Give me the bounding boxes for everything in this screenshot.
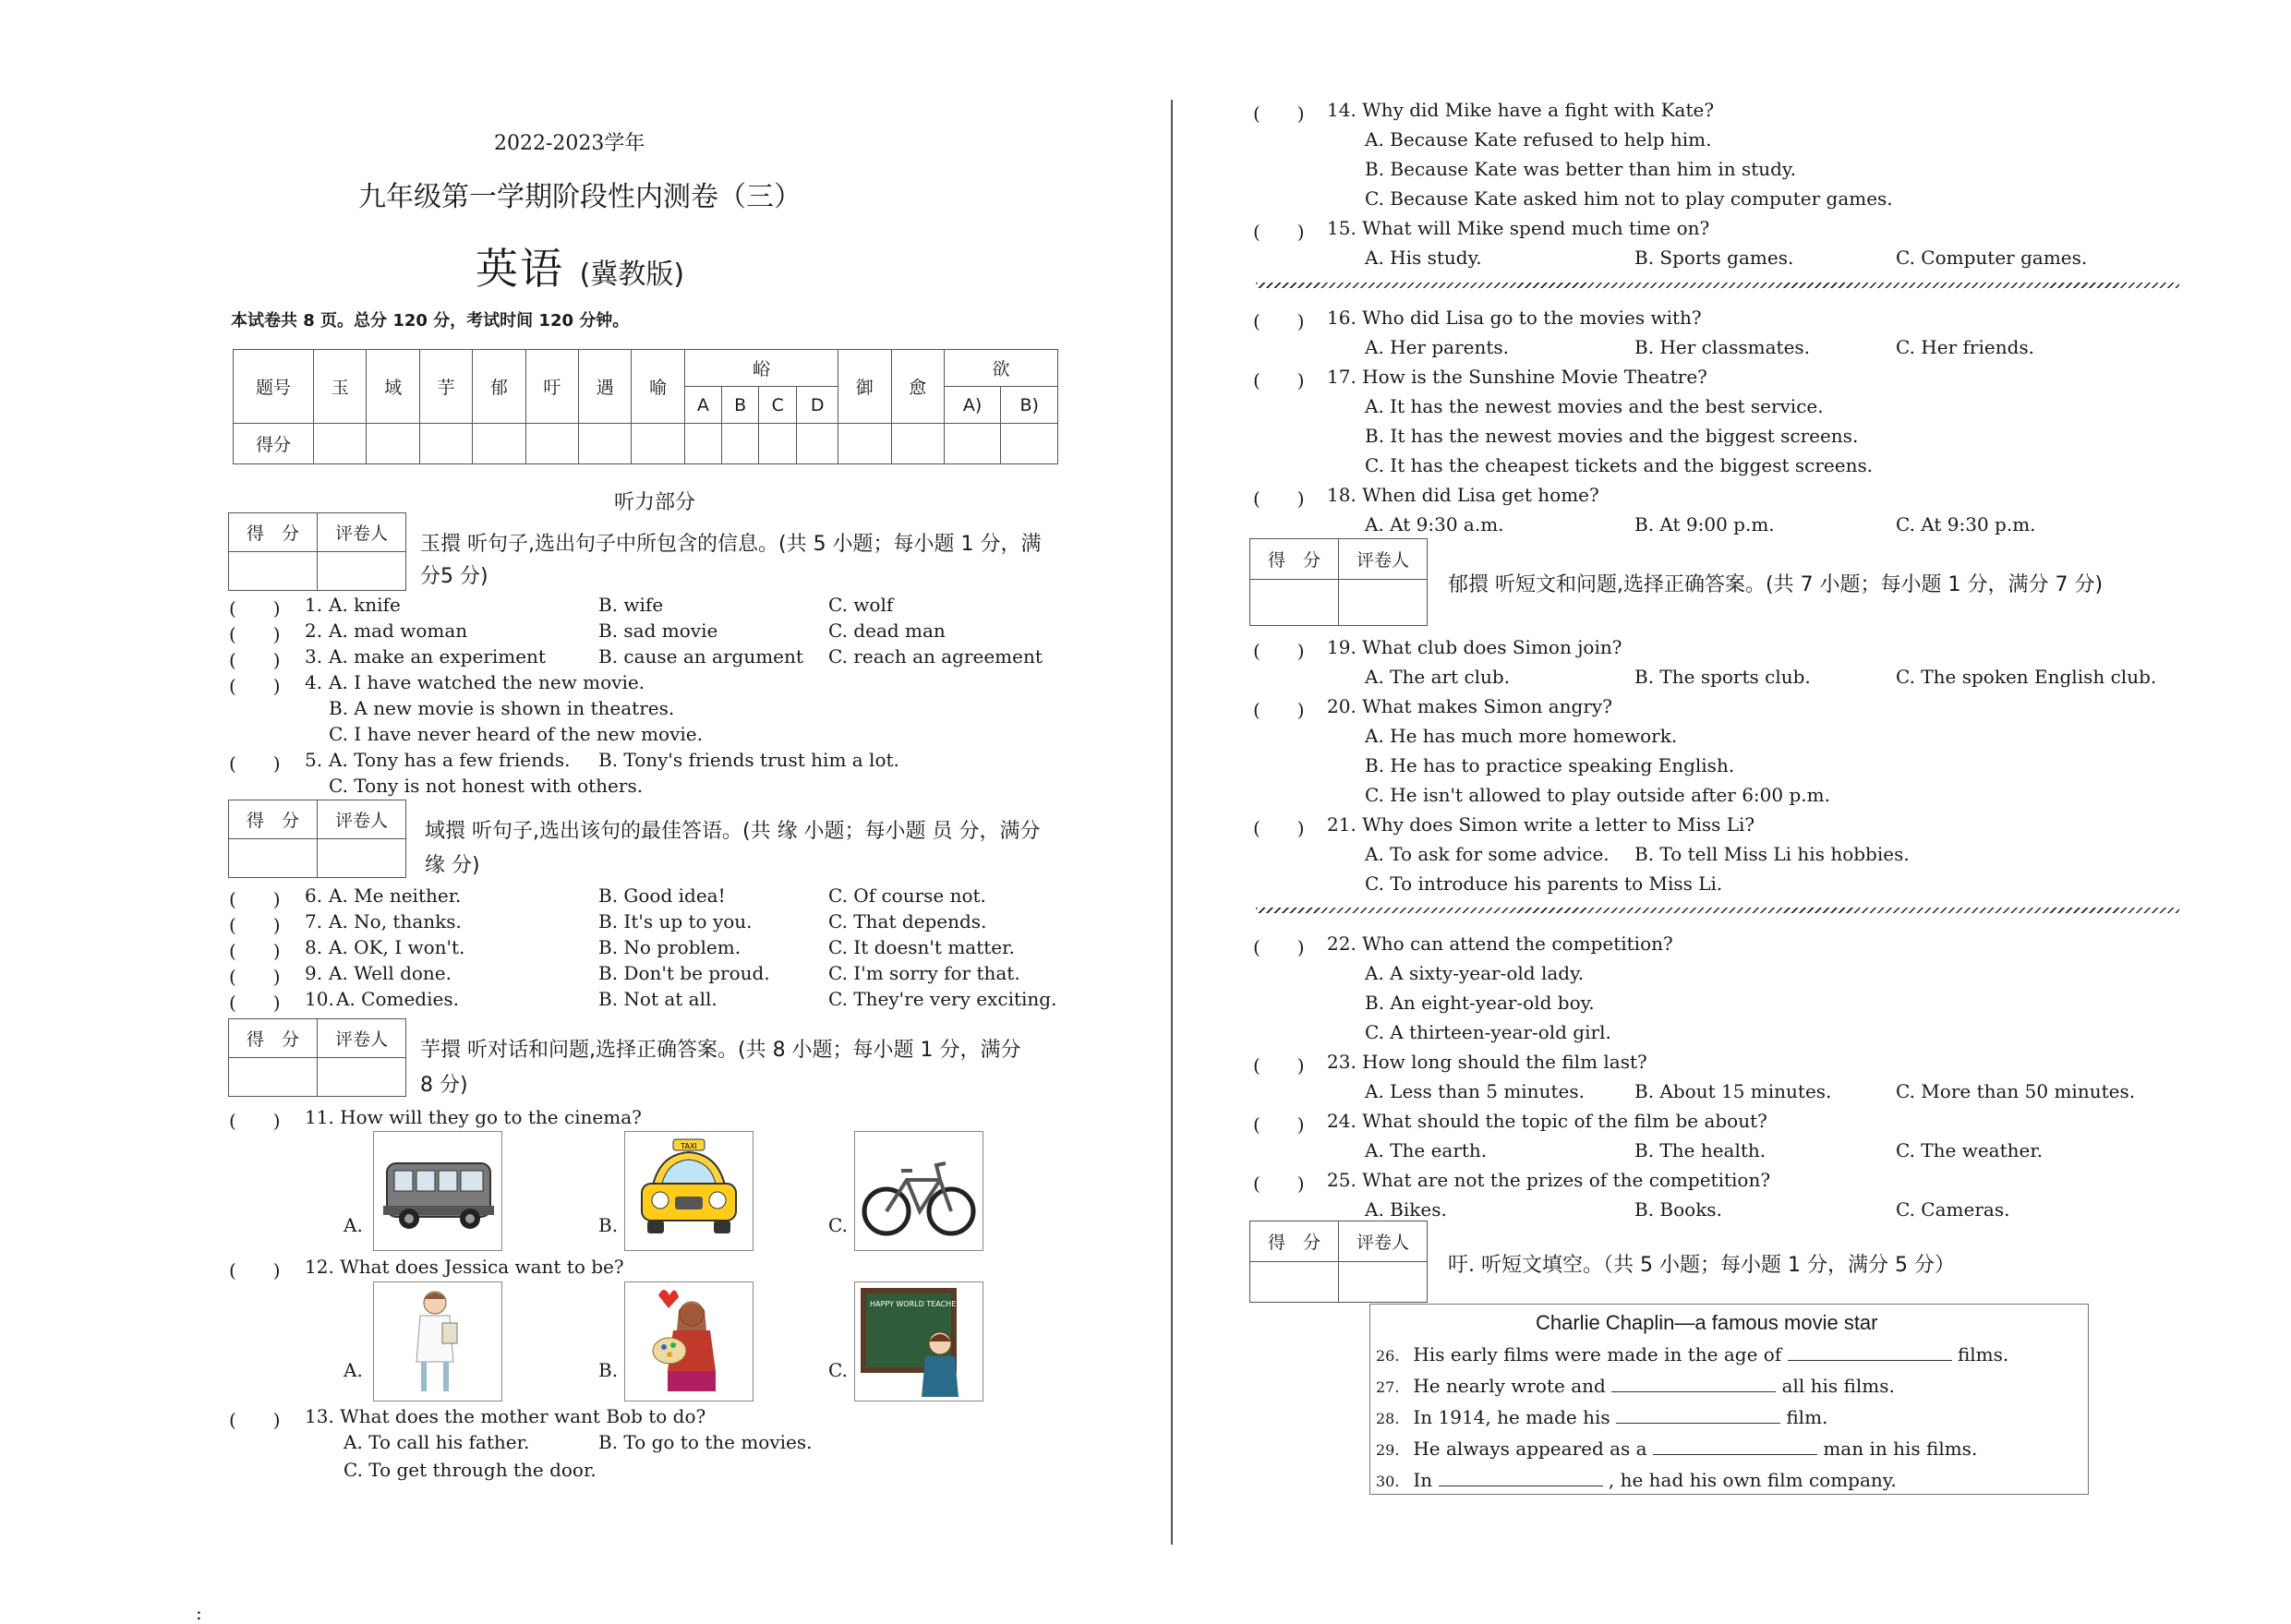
question-text: 14. Why did Mike have a fight with Kate? [1327, 99, 1715, 121]
fill-in-title: Charlie Chaplin—a famous movie star [1536, 1311, 1878, 1334]
col-2: 域 [367, 350, 419, 424]
line-post: films. [1957, 1343, 2009, 1365]
option-c-label[interactable]: C. [828, 1214, 848, 1236]
option-c[interactable]: C. Of course not. [828, 884, 986, 907]
question-number: 4. [305, 671, 323, 693]
line-number: 29. [1376, 1441, 1400, 1459]
blank-27[interactable] [1611, 1391, 1776, 1392]
option-a[interactable]: A. To call his father. [344, 1431, 530, 1453]
answer-paren[interactable]: ( ) [1253, 310, 1305, 332]
option-c[interactable]: C. They're very exciting. [828, 988, 1057, 1010]
grader-score-label: 得 分 [229, 1019, 318, 1058]
option-a[interactable]: A. He has much more homework. [1365, 725, 1678, 747]
option-a[interactable]: A. Me neither. [329, 884, 462, 907]
fill-line-30 [1376, 1469, 1897, 1491]
section-3-instruction: 芋擐 听对话和问题,选择正确答案。(共 8 小题；每小题 1 分，满分 [420, 1039, 1021, 1062]
section-1-instruction-2: 分5 分) [420, 565, 488, 588]
exam-title: 九年级第一学期阶段性内测卷（三） [358, 181, 802, 213]
footer-mark: : [196, 1602, 202, 1624]
line-post: film. [1786, 1406, 1828, 1428]
option-b[interactable]: B. A new movie is shown in theatres. [329, 697, 675, 719]
board-text: HAPPY WORLD TEACHER'S DAY [870, 1300, 983, 1308]
line-pre: He nearly wrote and [1413, 1375, 1606, 1397]
score-cell[interactable] [684, 424, 721, 464]
sub-col-b2: B) [1001, 387, 1058, 424]
grader-score-label: 得 分 [1250, 539, 1339, 580]
school-year: 2022-2023学年 [494, 132, 645, 155]
question-12-text: 12. What does Jessica want to be? [305, 1256, 624, 1278]
grader-score-label: 得 分 [1250, 1221, 1339, 1262]
option-a[interactable]: A. I have watched the new movie. [329, 671, 645, 693]
option-c[interactable]: C. To introduce his parents to Miss Li. [1365, 872, 1723, 895]
option-b[interactable]: B. No problem. [598, 936, 742, 958]
option-a[interactable]: A. Because Kate refused to help him. [1365, 128, 1712, 150]
option-b[interactable]: B. About 15 minutes. [1634, 1080, 1832, 1102]
grader-reviewer-cell[interactable] [1339, 580, 1428, 626]
question-13-text: 13. What does the mother want Bob to do? [305, 1405, 706, 1427]
question-text: 25. What are not the prizes of the competition? [1327, 1169, 1771, 1191]
sub-col-a: A [684, 387, 721, 424]
grader-score-cell[interactable] [229, 1058, 318, 1097]
answer-paren[interactable]: ( ) [1253, 1113, 1305, 1136]
grader-score-cell[interactable] [229, 552, 318, 591]
option-b[interactable]: B. It has the newest movies and the biggest screens. [1365, 425, 1859, 447]
wavy-divider-2 [1256, 908, 2179, 913]
answer-paren[interactable]: ( ) [229, 992, 281, 1014]
option-a[interactable]: A. The earth. [1365, 1139, 1488, 1161]
option-c[interactable]: C. Her friends. [1896, 336, 2034, 358]
answer-paren[interactable]: ( ) [229, 914, 281, 936]
answer-paren[interactable]: ( ) [1253, 936, 1305, 958]
fill-line-28 [1376, 1406, 1827, 1428]
question-number: 3. [305, 645, 323, 668]
option-b[interactable]: B. Not at all. [598, 988, 717, 1010]
score-cell[interactable] [579, 424, 632, 464]
grader-box-5 [1249, 1221, 1428, 1303]
option-c[interactable]: C. I'm sorry for that. [828, 962, 1020, 984]
option-b[interactable]: B. At 9:00 p.m. [1634, 513, 1775, 535]
doctor-picture[interactable] [373, 1281, 502, 1401]
line-pre: In [1413, 1469, 1433, 1491]
score-cell[interactable] [944, 424, 1000, 464]
blank-26[interactable] [1788, 1360, 1952, 1361]
option-a[interactable]: A. The art club. [1365, 666, 1511, 688]
question-number: 2. [305, 620, 323, 642]
option-b[interactable]: B. Don't be proud. [598, 962, 770, 984]
option-b[interactable]: B. Her classmates. [1634, 336, 1811, 358]
grader-reviewer-cell[interactable] [1339, 1262, 1428, 1303]
option-c[interactable]: C. It doesn't matter. [828, 936, 1015, 958]
question-number: 7. [305, 910, 323, 932]
answer-paren[interactable]: ( ) [229, 597, 281, 620]
option-b[interactable]: B. wife [598, 594, 664, 616]
option-b[interactable]: B. The sports club. [1634, 666, 1811, 688]
grader-reviewer-cell[interactable] [318, 839, 406, 878]
option-b[interactable]: B. sad movie [598, 620, 718, 642]
line-post: man in his films. [1823, 1438, 1978, 1460]
answer-paren[interactable]: ( ) [1253, 640, 1305, 662]
question-number: 10. [305, 988, 334, 1010]
grader-reviewer-label: 评卷人 [318, 1019, 406, 1058]
col-8: 御 [838, 350, 891, 424]
option-a[interactable]: A. Comedies. [336, 988, 459, 1010]
question-text: 19. What club does Simon join? [1327, 636, 1622, 658]
col-group-1: 峪 [684, 350, 838, 387]
option-c[interactable]: C. To get through the door. [344, 1459, 597, 1481]
sub-col-c: C [759, 387, 797, 424]
option-a[interactable]: A. knife [329, 594, 401, 616]
wavy-divider-1 [1256, 283, 2179, 288]
question-number: 5. [305, 749, 323, 771]
edition: (冀教版) [579, 259, 685, 291]
line-number: 27. [1376, 1378, 1400, 1396]
score-cell[interactable] [473, 424, 525, 464]
fill-line-26 [1376, 1343, 2008, 1365]
col-4: 郁 [473, 350, 525, 424]
line-post: , he had his own film company. [1608, 1469, 1897, 1491]
question-number: 6. [305, 884, 323, 907]
taxi-icon [625, 1132, 753, 1250]
grader-reviewer-label: 评卷人 [318, 513, 406, 552]
option-b[interactable]: B. Because Kate was better than him in study. [1365, 158, 1796, 180]
question-number: 8. [305, 936, 323, 958]
option-c-label[interactable]: C. [828, 1359, 848, 1381]
option-c[interactable]: C. wolf [828, 594, 894, 616]
sub-col-a2: A) [944, 387, 1000, 424]
option-a-label[interactable]: A. [344, 1214, 363, 1236]
line-number: 28. [1376, 1410, 1400, 1427]
option-c[interactable]: C. He isn't allowed to play outside after 6:00 p.m. [1365, 784, 1830, 806]
score-cell[interactable] [419, 424, 472, 464]
option-a[interactable]: A. Her parents. [1365, 336, 1510, 358]
option-b-label[interactable]: B. [598, 1214, 619, 1236]
answer-paren[interactable]: ( ) [229, 1110, 281, 1132]
question-text: 24. What should the topic of the film be about? [1327, 1110, 1767, 1132]
option-c[interactable]: C. It has the cheapest tickets and the biggest screens. [1365, 454, 1874, 476]
bicycle-picture[interactable] [854, 1131, 983, 1251]
score-cell[interactable] [797, 424, 838, 464]
question-number: 1. [305, 594, 323, 616]
answer-paren[interactable]: ( ) [229, 675, 281, 697]
line-pre: He always appeared as a [1413, 1438, 1647, 1460]
option-c[interactable]: C. At 9:30 p.m. [1896, 513, 2036, 535]
grader-score-label: 得 分 [229, 513, 318, 552]
score-cell[interactable] [525, 424, 578, 464]
answer-paren[interactable]: ( ) [229, 940, 281, 962]
question-text: 17. How is the Sunshine Movie Theatre? [1327, 366, 1707, 388]
exam-note: 本试卷共 8 页。总分 120 分，考试时间 120 分钟。 [231, 311, 630, 331]
col-5: 吁 [525, 350, 578, 424]
grader-reviewer-cell[interactable] [318, 1058, 406, 1097]
question-11-text: 11. How will they go to the cinema? [305, 1106, 642, 1128]
teacher-picture[interactable] [854, 1281, 983, 1401]
grader-box-4 [1249, 538, 1428, 626]
option-b[interactable]: B. It's up to you. [598, 910, 753, 932]
option-c[interactable]: C. The weather. [1896, 1139, 2044, 1161]
grader-reviewer-cell[interactable] [318, 552, 406, 591]
option-b[interactable]: B. To go to the movies. [598, 1431, 813, 1453]
taxi-picture[interactable] [624, 1131, 754, 1251]
grader-reviewer-label: 评卷人 [318, 800, 406, 839]
question-text: 22. Who can attend the competition? [1327, 932, 1673, 955]
grader-score-cell[interactable] [1250, 580, 1339, 626]
answer-paren[interactable]: ( ) [229, 966, 281, 988]
line-post: all his films. [1781, 1375, 1895, 1397]
section-3-instruction-2: 8 分) [420, 1074, 468, 1097]
option-a[interactable]: A. Less than 5 minutes. [1365, 1080, 1585, 1102]
option-c[interactable]: C. Cameras. [1896, 1198, 2010, 1221]
option-b[interactable]: B. Tony's friends trust him a lot. [598, 749, 899, 771]
taxi-sign-text: TAXI [681, 1142, 697, 1150]
option-a[interactable]: A. No, thanks. [329, 910, 462, 932]
option-a[interactable]: A. It has the newest movies and the best service. [1365, 395, 1824, 417]
score-cell[interactable] [1001, 424, 1058, 464]
answer-paren[interactable]: ( ) [1253, 1173, 1305, 1195]
option-b[interactable]: B. Good idea! [598, 884, 726, 907]
grader-box-1 [228, 512, 406, 591]
grader-score-cell[interactable] [229, 839, 318, 878]
option-a[interactable]: A. A sixty-year-old lady. [1365, 962, 1585, 984]
section-4-instruction: 郁擐 听短文和问题,选择正确答案。(共 7 小题；每小题 1 分，满分 7 分) [1448, 573, 2104, 596]
option-a[interactable]: A. To ask for some advice. [1365, 843, 1610, 865]
option-b[interactable]: B. To tell Miss Li his hobbies. [1634, 843, 1910, 865]
grader-score-label: 得 分 [229, 800, 318, 839]
grader-score-cell[interactable] [1250, 1262, 1339, 1303]
answer-paren[interactable]: ( ) [1253, 369, 1305, 391]
option-b[interactable]: B. He has to practice speaking English. [1365, 754, 1735, 776]
grader-reviewer-label: 评卷人 [1339, 539, 1428, 580]
option-b[interactable]: B. Books. [1634, 1198, 1722, 1221]
col-7: 喻 [632, 350, 684, 424]
answer-paren[interactable]: ( ) [229, 1409, 281, 1431]
option-a[interactable]: A. make an experiment [329, 645, 546, 668]
score-cell[interactable] [838, 424, 891, 464]
bus-icon [374, 1132, 501, 1250]
col-group-2: 欲 [944, 350, 1057, 387]
blank-28[interactable] [1616, 1423, 1780, 1424]
bicycle-icon [855, 1132, 983, 1250]
option-c[interactable]: C. Tony is not honest with others. [329, 775, 644, 797]
col-3: 芋 [419, 350, 472, 424]
answer-paren[interactable]: ( ) [1253, 102, 1305, 125]
subject-name: 英语 [476, 244, 564, 294]
option-b[interactable]: B. cause an argument [598, 645, 803, 668]
option-c[interactable]: C. Computer games. [1896, 247, 2088, 269]
question-text: 20. What makes Simon angry? [1327, 695, 1612, 717]
option-a[interactable]: A. At 9:30 a.m. [1365, 513, 1504, 535]
question-text: 15. What will Mike spend much time on? [1327, 217, 1710, 239]
option-a[interactable]: A. mad woman [329, 620, 468, 642]
option-a[interactable]: A. OK, I won't. [329, 936, 465, 958]
score-cell[interactable] [722, 424, 759, 464]
option-c[interactable]: C. A thirteen-year-old girl. [1365, 1021, 1611, 1043]
answer-paren[interactable]: ( ) [1253, 487, 1305, 510]
row-label-score: 得分 [234, 424, 314, 464]
grader-reviewer-label: 评卷人 [1339, 1221, 1428, 1262]
option-c[interactable]: C. More than 50 minutes. [1896, 1080, 2136, 1102]
question-text: 23. How long should the film last? [1327, 1051, 1647, 1073]
question-text: 18. When did Lisa get home? [1327, 484, 1599, 506]
answer-paren[interactable]: ( ) [229, 1259, 281, 1281]
answer-paren[interactable]: ( ) [229, 752, 281, 775]
section-2-instruction: 域擐 听句子,选出该句的最佳答语。(共 缘 小题；每小题 员 分，满分 [425, 820, 1041, 843]
grader-box-2 [228, 800, 406, 878]
listening-title: 听力部分 [614, 491, 696, 514]
option-c[interactable]: C. Because Kate asked him not to play computer games. [1365, 187, 1893, 210]
line-number: 26. [1376, 1347, 1400, 1365]
fill-line-27 [1376, 1375, 1895, 1397]
option-a[interactable]: A. His study. [1365, 247, 1482, 269]
col-6: 遇 [579, 350, 632, 424]
option-a[interactable]: A. Well done. [329, 962, 452, 984]
section-2-instruction-2: 缘 分) [425, 854, 480, 877]
line-pre: In 1914, he made his [1413, 1406, 1610, 1428]
line-pre: His early films were made in the age of [1413, 1343, 1782, 1365]
option-c[interactable]: C. The spoken English club. [1896, 666, 2157, 688]
score-cell[interactable] [891, 424, 944, 464]
grader-box-3 [228, 1018, 406, 1097]
line-number: 30. [1376, 1473, 1400, 1490]
answer-paren[interactable]: ( ) [229, 649, 281, 671]
answer-paren[interactable]: ( ) [229, 623, 281, 645]
question-number: 9. [305, 962, 323, 984]
col-9: 愈 [891, 350, 944, 424]
blank-29[interactable] [1653, 1454, 1817, 1455]
option-a[interactable]: A. Bikes. [1365, 1198, 1447, 1221]
fill-line-29 [1376, 1438, 1977, 1460]
score-cell[interactable] [367, 424, 419, 464]
artist-picture[interactable] [624, 1281, 754, 1401]
teacher-icon [855, 1282, 983, 1401]
answer-paren[interactable]: ( ) [229, 888, 281, 910]
section-1-instruction: 玉擐 听句子,选出句子中所包含的信息。(共 5 小题；每小题 1 分，满 [420, 533, 1042, 556]
subject-title [476, 235, 684, 296]
column-divider [1171, 100, 1173, 1545]
option-c[interactable]: C. dead man [828, 620, 946, 642]
option-c[interactable]: C. I have never heard of the new movie. [329, 723, 703, 745]
option-a-label[interactable]: A. [344, 1359, 363, 1381]
doctor-icon [374, 1282, 501, 1401]
artist-icon [625, 1282, 753, 1401]
score-cell[interactable] [759, 424, 797, 464]
option-b[interactable]: B. Sports games. [1634, 247, 1794, 269]
answer-paren[interactable]: ( ) [1253, 817, 1305, 839]
option-b-label[interactable]: B. [598, 1359, 619, 1381]
sub-col-b: B [722, 387, 759, 424]
option-b[interactable]: B. The health. [1634, 1139, 1766, 1161]
row-label-number: 题号 [234, 350, 314, 424]
answer-paren[interactable]: ( ) [1253, 1054, 1305, 1077]
option-b[interactable]: B. An eight-year-old boy. [1365, 992, 1595, 1014]
col-1: 玉 [314, 350, 367, 424]
answer-paren[interactable]: ( ) [1253, 221, 1305, 243]
score-cell[interactable] [314, 424, 367, 464]
option-a[interactable]: A. Tony has a few friends. [329, 749, 571, 771]
sub-col-d: D [797, 387, 838, 424]
question-text: 21. Why does Simon write a letter to Miss Li? [1327, 813, 1755, 836]
option-c[interactable]: C. reach an agreement [828, 645, 1043, 668]
bus-picture[interactable] [373, 1131, 502, 1251]
option-c[interactable]: C. That depends. [828, 910, 987, 932]
score-table [233, 349, 1058, 464]
question-text: 16. Who did Lisa go to the movies with? [1327, 307, 1702, 329]
answer-paren[interactable]: ( ) [1253, 699, 1305, 721]
section-5-instruction: 吁. 听短文填空。（共 5 小题；每小题 1 分，满分 5 分） [1448, 1254, 1955, 1277]
score-cell[interactable] [632, 424, 684, 464]
